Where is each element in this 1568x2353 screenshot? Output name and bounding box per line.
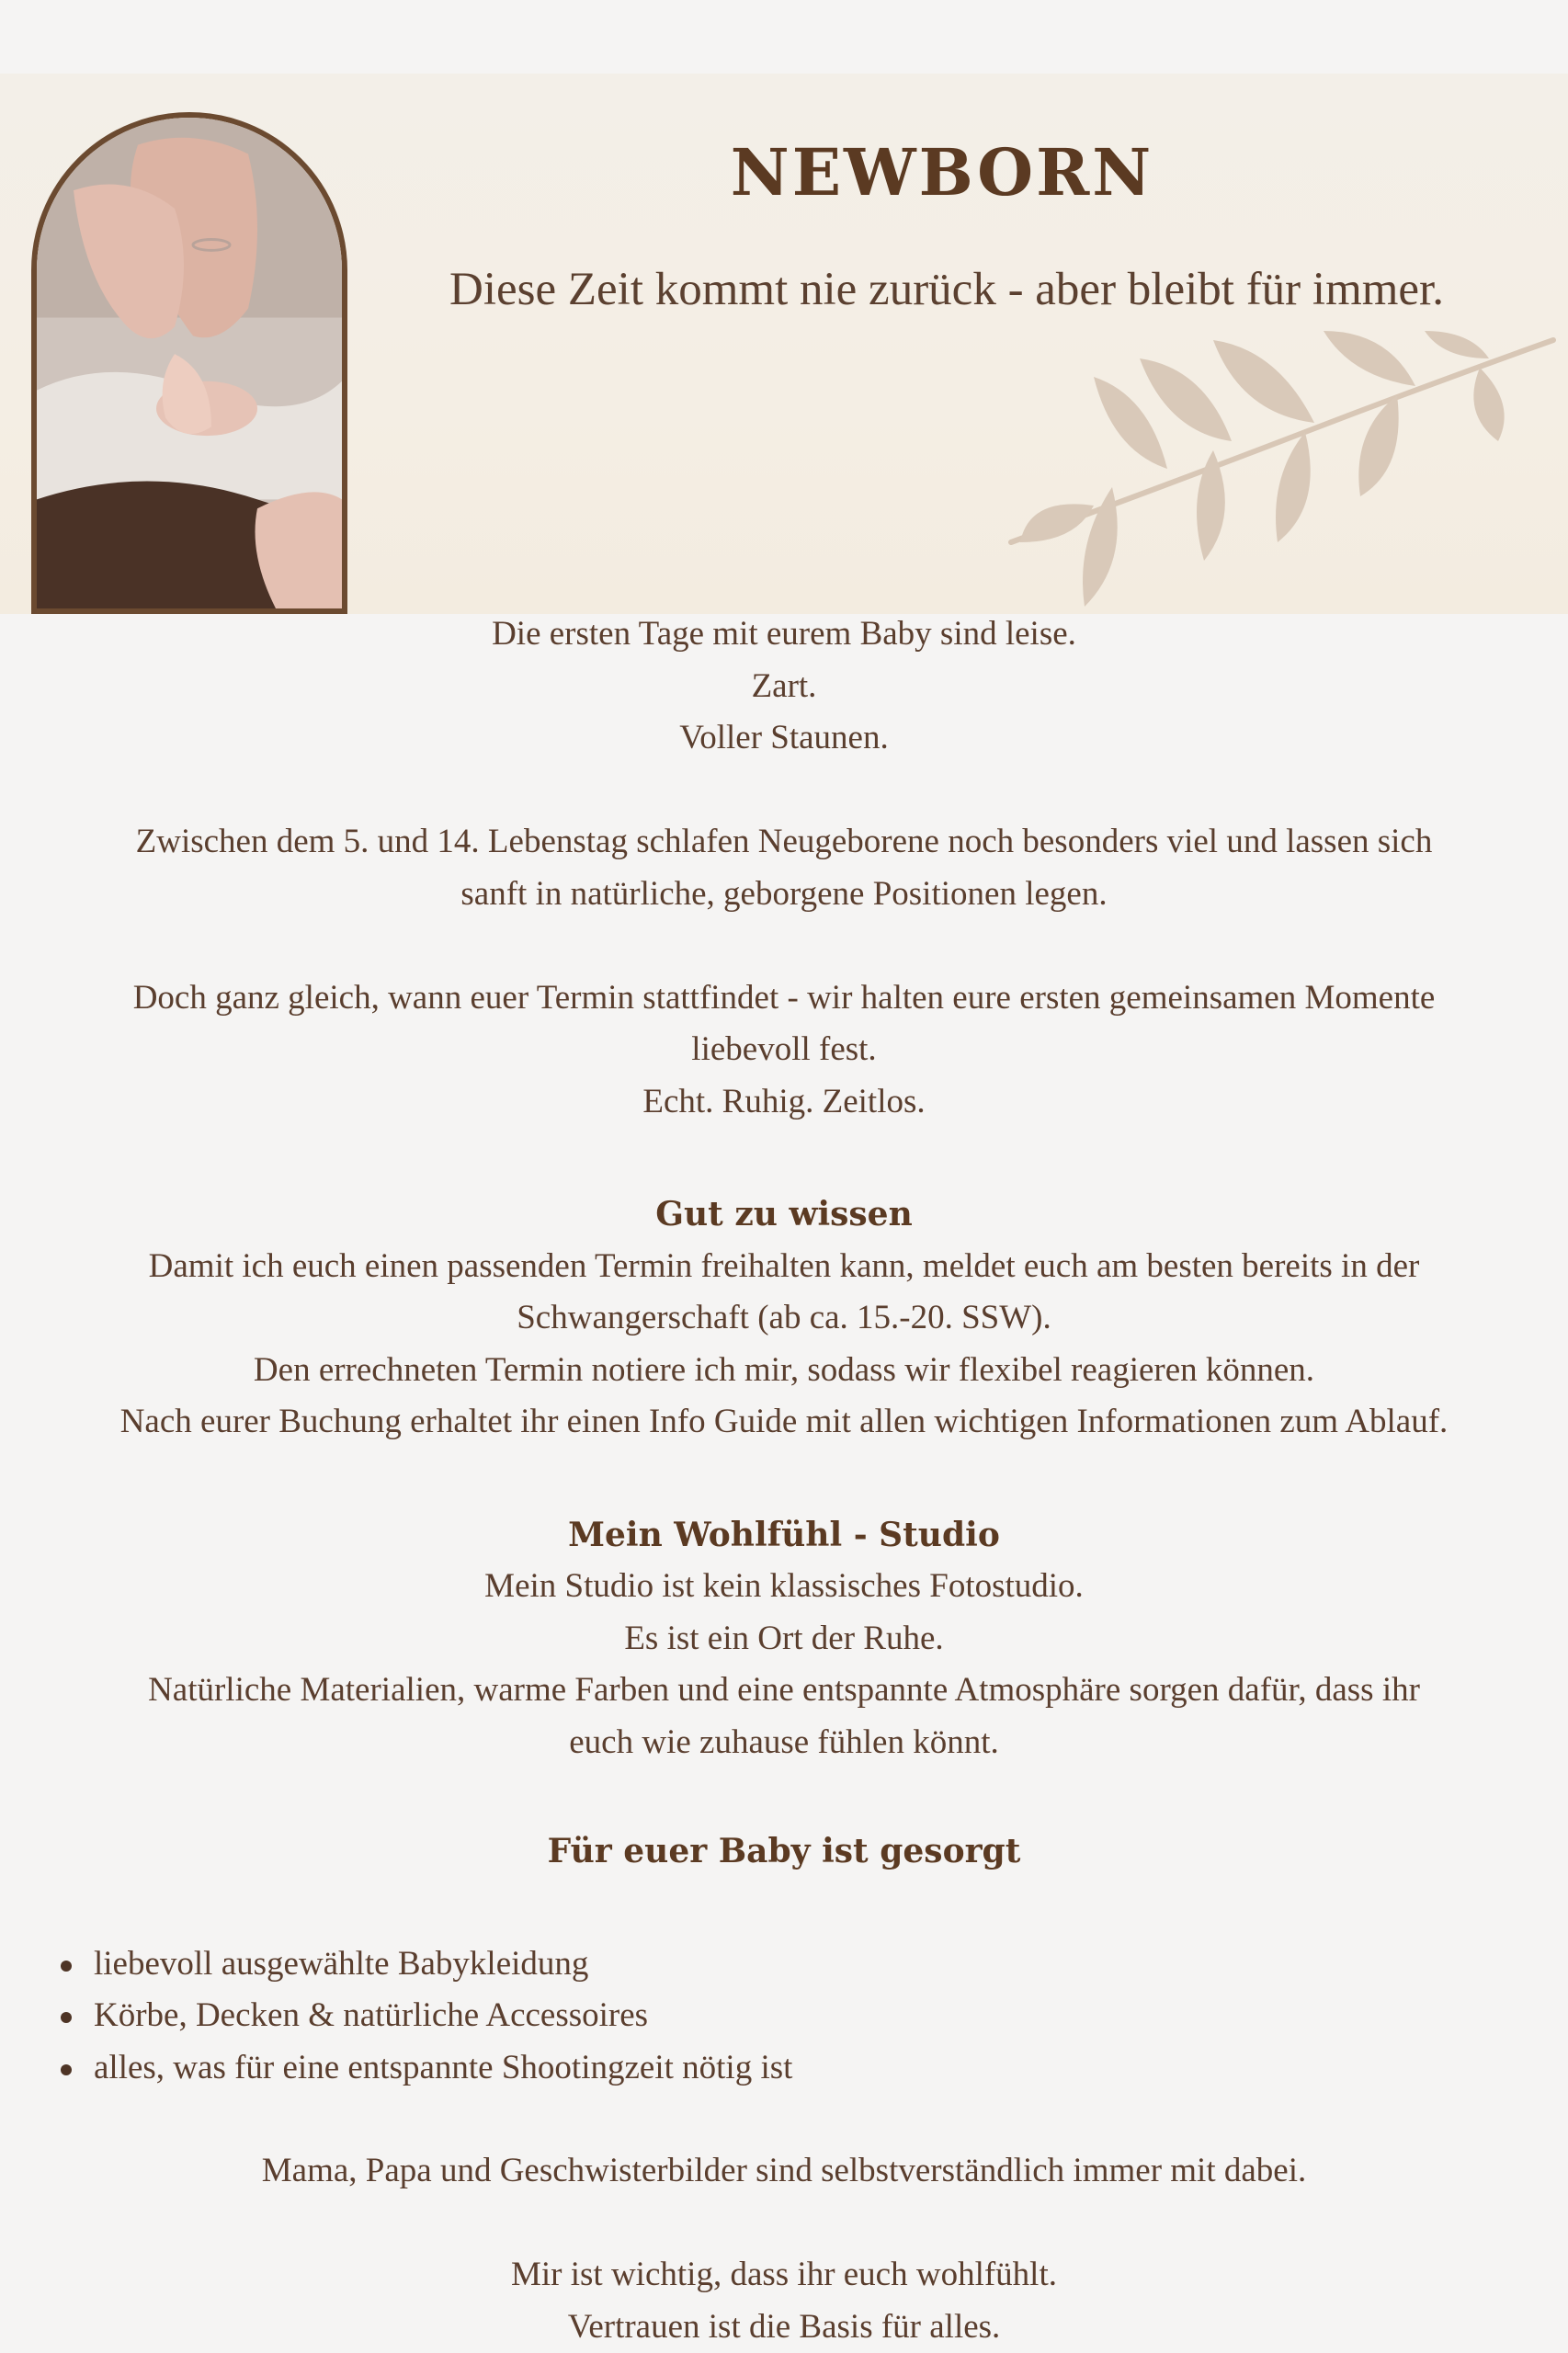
paragraph-line: liebevoll fest. [691,1030,877,1068]
good-to-know-line: Damit ich euch einen passenden Termin freihalten kann, meldet euch am besten bereits in der [148,1246,1420,1285]
good-to-know-line: Den errechneten Termin notiere ich mir, sodass wir flexibel reagieren können. [253,1350,1315,1389]
intro-line: Die ersten Tage mit eurem Baby sind leise. [492,615,1076,653]
good-to-know-line: Schwangerschaft (ab ca. 15.-20. SSW). [517,1299,1051,1336]
list-item: alles, was für eine entspannte Shootingzeit nötig ist [94,2042,1568,2095]
photo-illustration [37,118,342,608]
family-note: Mama, Papa und Geschwisterbilder sind selbstverständlich immer mit dabei. [261,2152,1307,2189]
baby-care-heading: Für euer Baby ist gesorgt [547,1832,1021,1870]
closing-line: Vertrauen ist die Basis für alles. [567,2307,1001,2346]
studio-line: Natürliche Materialien, warme Farben und eine entspannte Atmosphäre sorgen dafür, dass ihr [148,1671,1420,1709]
good-to-know-heading: Gut zu wissen [655,1195,913,1233]
main-content [0,608,1568,2353]
page-title: NEWBORN [730,134,1154,210]
studio-line: Es ist ein Ort der Ruhe. [624,1619,944,1657]
baby-care-list [0,1938,1568,2095]
newborn-photo [31,112,347,614]
studio-heading: Mein Wohlfühl - Studio [568,1515,1000,1554]
studio-line: euch wie zuhause fühlen könnt. [569,1722,999,1761]
closing-line: Mir ist wichtig, dass ihr euch wohlfühlt. [511,2256,1057,2293]
paragraph-line: Echt. Ruhig. Zeitlos. [642,1082,926,1120]
studio-line: Mein Studio ist kein klassisches Fotostudio. [484,1567,1084,1605]
leaf-branch-decoration [1002,331,1568,607]
intro-line: Voller Staunen. [679,719,889,756]
list-item: liebevoll ausgewählte Babykleidung [94,1938,1568,1991]
paragraph-line: Doch ganz gleich, wann euer Termin stattfindet - wir halten eure ersten gemeinsamen Momente [132,978,1436,1017]
good-to-know-line: Nach eurer Buchung erhaltet ihr einen Info Guide mit allen wichtigen Informationen zum Ablauf. [119,1403,1449,1440]
paragraph-line: Zwischen dem 5. und 14. Lebenstag schlafen Neugeborene noch besonders viel und lassen sich [135,823,1433,860]
paragraph-line: sanft in natürliche, geborgene Positionen legen. [460,874,1108,913]
page-subtitle: Diese Zeit kommt nie zurück - aber bleibt für immer. [449,264,1444,315]
intro-line: Zart. [751,666,817,705]
list-item: Körbe, Decken & natürliche Accessoires [94,1990,1568,2042]
